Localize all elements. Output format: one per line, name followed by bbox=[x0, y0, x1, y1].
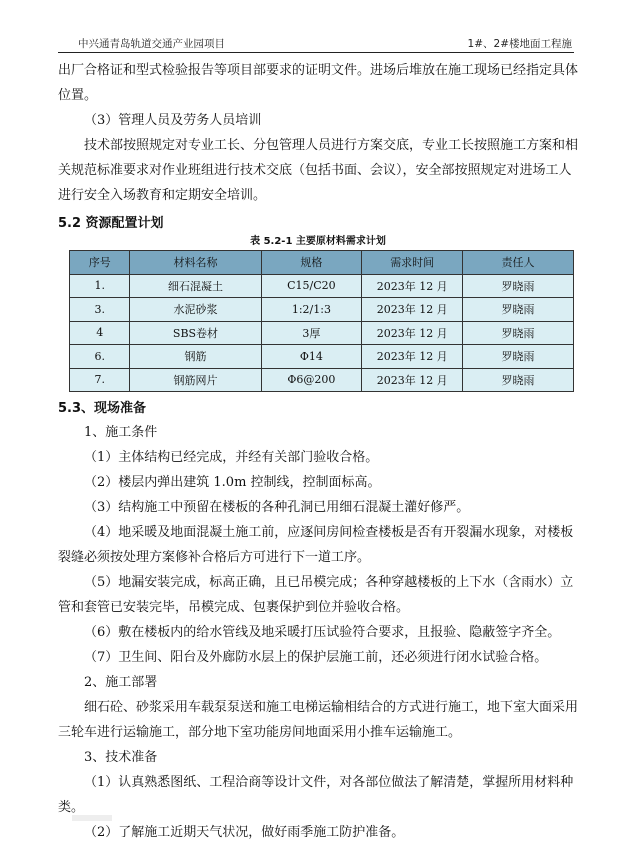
condition-item: （6）敷在楼板内的给水管线及地采暖打压试验符合要求，且报验、隐蔽签字齐全。 bbox=[84, 625, 561, 640]
condition-item: （1）主体结构已经完成，并经有关部门验收合格。 bbox=[84, 450, 379, 465]
table-cell: 1. bbox=[70, 274, 130, 298]
header-project-name: 中兴通青岛轨道交通产业园项目 bbox=[78, 38, 225, 50]
table-cell: 罗晓雨 bbox=[463, 368, 574, 392]
condition-item: （3）结构施工中预留在楼板的各种孔洞已用细石混凝土灌好修严。 bbox=[84, 500, 470, 515]
bottom-edge-mark bbox=[72, 815, 112, 821]
page-header bbox=[58, 34, 574, 53]
table-cell: 罗晓雨 bbox=[463, 345, 574, 369]
table-caption: 表 5.2-1 主要原材料需求计划 bbox=[250, 236, 386, 247]
condition-item: （7）卫生间、阳台及外廊防水层上的保护层施工前，还必须进行闭水试验合格。 bbox=[84, 650, 548, 665]
table-header-row bbox=[70, 251, 574, 275]
table-cell: Φ6@200 bbox=[261, 368, 362, 392]
table-cell: C15/C20 bbox=[261, 274, 362, 298]
table-cell: 钢筋 bbox=[130, 345, 261, 369]
section-5-2-title: 5.2 资源配置计划 bbox=[58, 216, 164, 231]
deployment-paragraph: 细石砼、砂浆采用车载泵泵送和施工电梯运输相结合的方式进行施工，地下室大面采用三轮车进行运输施工，部分地下室功能房间地面采用小推车运输施工。 bbox=[58, 700, 579, 740]
subsection-conditions: 1、施工条件 bbox=[84, 425, 158, 440]
subsection-technical: 3、技术准备 bbox=[84, 750, 158, 765]
column-header: 序号 bbox=[70, 251, 130, 275]
table-cell: 3厚 bbox=[261, 321, 362, 345]
condition-item: （2）楼层内弹出建筑 1.0m 控制线，控制面标高。 bbox=[84, 475, 381, 490]
table-cell: 罗晓雨 bbox=[463, 321, 574, 345]
column-header: 规格 bbox=[261, 251, 362, 275]
table-row bbox=[70, 368, 574, 392]
page-content bbox=[58, 58, 578, 845]
table-cell: 钢筋网片 bbox=[130, 368, 261, 392]
technical-item: （1）认真熟悉图纸、工程洽商等设计文件，对各部位做法了解清楚，掌握所用材料种类。 bbox=[58, 775, 574, 815]
table-cell: 水泥砂浆 bbox=[130, 298, 261, 322]
table-cell: 罗晓雨 bbox=[463, 274, 574, 298]
table-row bbox=[70, 274, 574, 298]
table-cell: 3. bbox=[70, 298, 130, 322]
table-cell: 2023年 12 月 bbox=[362, 345, 463, 369]
table-cell: 7. bbox=[70, 368, 130, 392]
condition-item: （4）地采暖及地面混凝土施工前，应逐间房间检查楼板是否有开裂漏水现象，对楼板裂缝必须按处理方案修补合格后方可进行下一道工序。 bbox=[58, 525, 574, 565]
header-document-name: 1#、2#楼地面工程施 bbox=[467, 38, 572, 50]
table-cell: 6. bbox=[70, 345, 130, 369]
table-cell: SBS卷材 bbox=[130, 321, 261, 345]
condition-item: （5）地漏安装完成，标高正确，且已吊模完成；各种穿越楼板的上下水（含雨水）立管和套管已安装完毕，吊模完成、包裹保护到位并验收合格。 bbox=[58, 575, 574, 615]
technical-item: （2）了解施工近期天气状况，做好雨季施工防护准备。 bbox=[84, 825, 405, 840]
table-cell: 1:2/1:3 bbox=[261, 298, 362, 322]
section-5-3-title: 5.3、现场准备 bbox=[58, 401, 147, 416]
table-cell: 4 bbox=[70, 321, 130, 345]
column-header: 材料名称 bbox=[130, 251, 261, 275]
table-cell: 细石混凝土 bbox=[130, 274, 261, 298]
subsection-deployment: 2、施工部署 bbox=[84, 675, 158, 690]
table-row bbox=[70, 345, 574, 369]
table-cell: 2023年 12 月 bbox=[362, 298, 463, 322]
column-header: 需求时间 bbox=[362, 251, 463, 275]
table-cell: 2023年 12 月 bbox=[362, 321, 463, 345]
table-cell: 罗晓雨 bbox=[463, 298, 574, 322]
table-cell: Φ14 bbox=[261, 345, 362, 369]
intro-paragraph: 出厂合格证和型式检验报告等项目部要求的证明文件。进场后堆放在施工现场已经指定具体位置。 bbox=[58, 63, 579, 103]
table-cell: 2023年 12 月 bbox=[362, 368, 463, 392]
table-cell: 2023年 12 月 bbox=[362, 274, 463, 298]
column-header: 责任人 bbox=[463, 251, 574, 275]
table-row bbox=[70, 298, 574, 322]
training-heading: （3）管理人员及劳务人员培训 bbox=[84, 113, 262, 128]
table-row bbox=[70, 321, 574, 345]
materials-table bbox=[69, 250, 574, 392]
training-paragraph: 技术部按照规定对专业工长、分包管理人员进行方案交底，专业工长按照施工方案和相关规范标准要求对作业班组进行技术交底（包括书面、会议），安全部按照规定对进场工人进行安全入场教育和定期安全培训。 bbox=[58, 138, 579, 203]
